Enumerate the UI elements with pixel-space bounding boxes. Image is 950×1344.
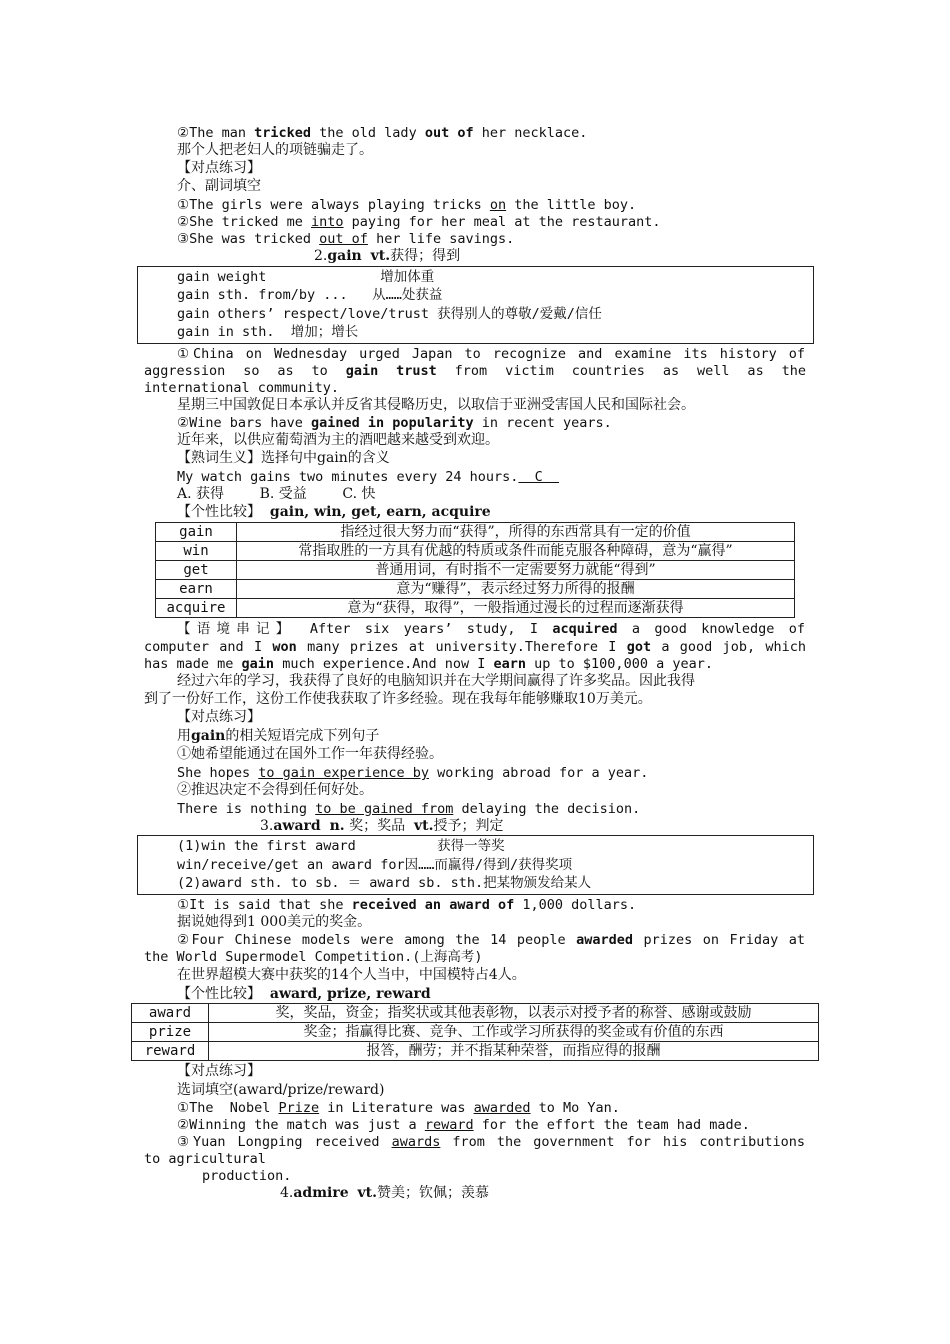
example-translation: 那个人把老妇人的项链骗走了。 [177, 142, 373, 158]
phrase-line: (2)award sth. to sb. ＝ award sb. sth.把某物颁发给某人 [177, 875, 592, 891]
vocab-heading: 3.award n. 奖；奖品 vt.授予；判定 [260, 818, 504, 834]
example-translation: 星期三中国敦促日本承认并反省其侵略历史，以取信于亚洲受害国人民和国际社会。 [177, 397, 695, 413]
example-sentence: international community. [144, 380, 340, 396]
practice-instruction: 选词填空(award/prize/reward) [177, 1082, 385, 1098]
phrase-line: gain others’ respect/love/trust 获得别人的尊敬/爱戴/信任 [177, 306, 602, 322]
phrase-line: gain sth. from/by ... 从……处获益 [177, 287, 443, 303]
practice-question: ②推迟决定不会得到任何好处。 [177, 782, 373, 798]
practice-answer: She hopes to gain experience by working abroad for a year. [177, 765, 649, 781]
table-row: get 普通用词，有时指不一定需要努力就能“得到” [156, 561, 795, 580]
practice-instruction: 介、副词填空 [177, 178, 261, 194]
practice-question: ②Winning the match was just a reward for the effort the team had made. [177, 1117, 750, 1133]
comparison-table [131, 1003, 819, 1061]
practice-title: 【对点练习】 [177, 1063, 261, 1079]
comparison-title: 【个性比较】 award, prize, reward [177, 986, 431, 1002]
vocab-heading: 4.admire vt.赞美；钦佩；羡慕 [280, 1185, 490, 1201]
practice-question: production. [202, 1168, 292, 1184]
context-translation: 到了一份好工作，这份工作使我获取了许多经验。现在我每年能够赚取10万美元。 [144, 691, 652, 707]
context-paragraph: 【语境串记】 After six years’ study, I acquired a good knowledge of [177, 621, 805, 637]
phrase-line: win/receive/get an award for因……而赢得/得到/获得奖项 [177, 857, 573, 873]
practice-question: to agricultural [144, 1151, 266, 1167]
example-translation: 在世界超模大赛中获奖的14个人当中，中国模特占4人。 [177, 967, 526, 983]
table-row: earn 意为“赚得”，表示经过努力所得的报酬 [156, 580, 795, 599]
phrase-line: gain weight 增加体重 [177, 269, 435, 285]
practice-question: ①她希望能通过在国外工作一年获得经验。 [177, 746, 443, 762]
practice-answer: There is nothing to be gained from delaying the decision. [177, 801, 641, 817]
example-translation: 近年来，以供应葡萄酒为主的酒吧越来越受到欢迎。 [177, 432, 499, 448]
practice-question: ①The girls were always playing tricks on the little boy. [177, 197, 637, 213]
phrase-line: (1)win the first award 获得一等奖 [177, 838, 505, 854]
example-sentence: aggression so as to gain trust from victim countries as well as the [144, 363, 806, 379]
table-row: acquire 意为“获得，取得”，一般指通过漫长的过程而逐渐获得 [156, 599, 795, 618]
shuci-options: A. 获得 B. 受益 C. 快 [177, 486, 376, 502]
shuci-title: 【熟词生义】选择句中gain的含义 [177, 450, 390, 466]
practice-title: 【对点练习】 [177, 160, 261, 176]
example-translation: 据说她得到1 000美元的奖金。 [177, 914, 372, 930]
table-row: award 奖，奖品，资金；指奖状或其他表彰物，以表示对授予者的称誉、感谢或鼓励 [132, 1004, 819, 1023]
example-sentence: the World Supermodel Competition.(上海高考) [144, 949, 483, 965]
table-row: win 常指取胜的一方具有优越的特质或条件而能克服各种障碍，意为“赢得” [156, 542, 795, 561]
example-sentence: ②Wine bars have gained in popularity in recent years. [177, 415, 612, 431]
comparison-title: 【个性比较】 gain, win, get, earn, acquire [177, 504, 491, 520]
practice-question: ③She was tricked out of her life savings. [177, 231, 515, 247]
practice-title: 【对点练习】 [177, 709, 261, 725]
example-sentence: ②Four Chinese models were among the 14 people awarded prizes on Friday at [177, 932, 805, 948]
example-sentence: ②The man tricked the old lady out of her necklace. [177, 125, 588, 141]
table-row: gain 指经过很大努力而“获得”，所得的东西常具有一定的价值 [156, 523, 795, 542]
context-translation: 经过六年的学习，我获得了良好的电脑知识并在大学期间赢得了许多奖品。因此我得 [177, 673, 695, 689]
table-row: reward 报答，酬劳；并不指某种荣誉，而指应得的报酬 [132, 1042, 819, 1061]
table-row: prize 奖金；指赢得比赛、竞争、工作或学习所获得的奖金或有价值的东西 [132, 1023, 819, 1042]
practice-question: ②She tricked me into paying for her meal at the restaurant. [177, 214, 661, 230]
context-paragraph: computer and I won many prizes at university.Therefore I got a good job, which [144, 639, 806, 655]
phrase-line: gain in sth. 增加；增长 [177, 324, 359, 340]
example-sentence: ①China on Wednesday urged Japan to recognize and examine its history of [177, 346, 805, 362]
context-paragraph: has made me gain much experience.And now I earn up to $100,000 a year. [144, 656, 713, 672]
practice-question: ①The Nobel Prize in Literature was awarded to Mo Yan. [177, 1100, 620, 1116]
comparison-table [155, 522, 795, 618]
practice-question: ③Yuan Longping received awards from the government for his contributions [177, 1134, 805, 1150]
practice-instruction: 用gain的相关短语完成下列句子 [177, 728, 380, 744]
vocab-heading: 2.gain vt.获得；得到 [314, 248, 461, 264]
example-sentence: ①It is said that she received an award of 1,000 dollars. [177, 897, 637, 913]
shuci-question: My watch gains two minutes every 24 hours. C [177, 469, 560, 485]
